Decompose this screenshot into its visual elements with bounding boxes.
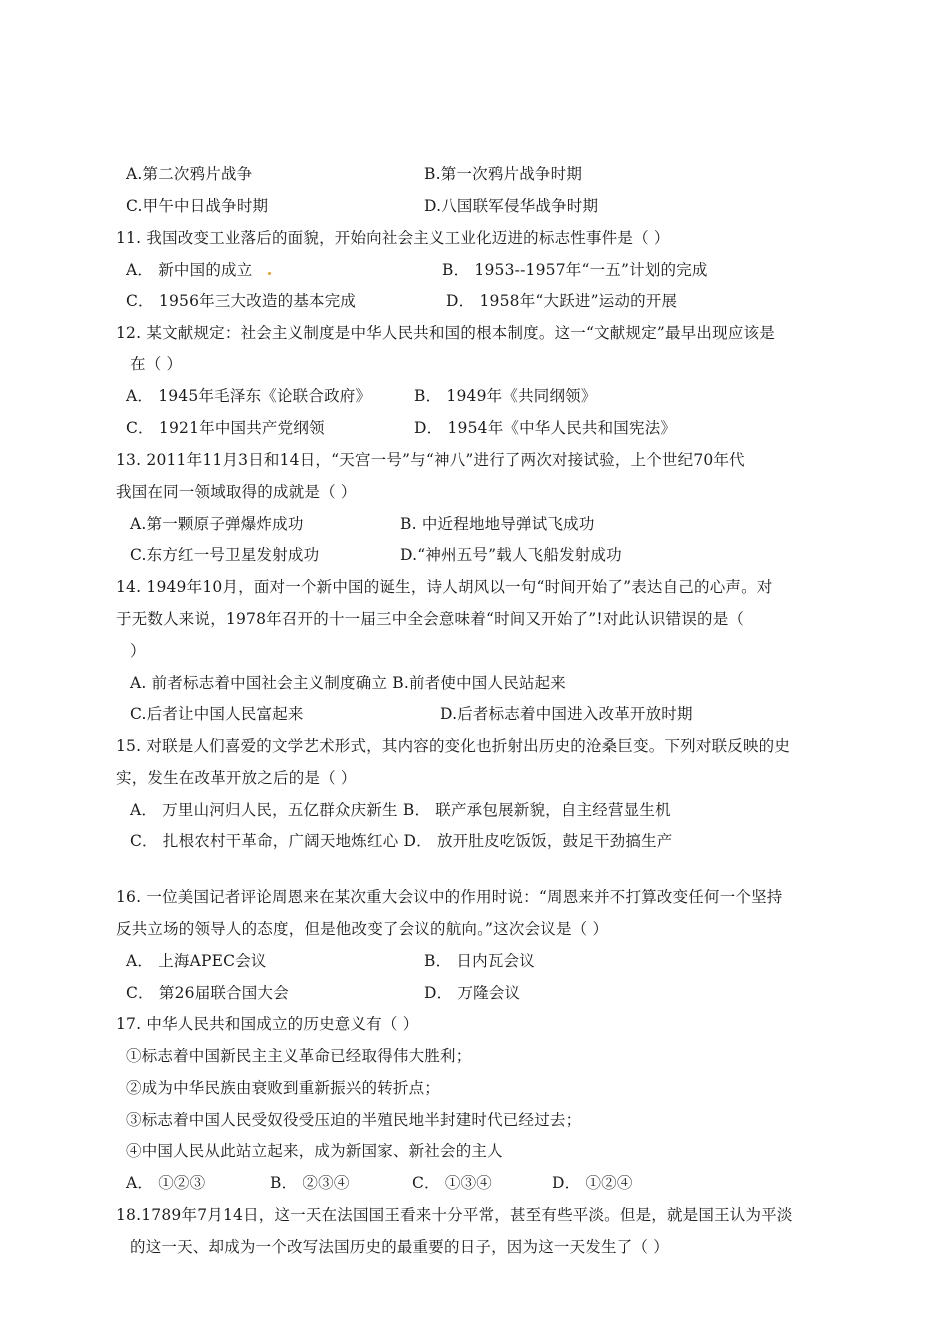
q11-option-b: B． 1953--1957年“一五”计划的完成 bbox=[442, 261, 708, 279]
q16-stem-line2: 反共立场的领导人的态度，但是他改变了会议的航向。”这次会议是（ ） bbox=[116, 920, 609, 938]
q17-statement-4: ④中国人民从此站立起来，成为新国家、新社会的主人 bbox=[126, 1142, 503, 1160]
q12-option-c: C． 1921年中国共产党纲领 bbox=[126, 419, 325, 437]
q12-option-a: A． 1945年毛泽东《论联合政府》 bbox=[126, 387, 372, 405]
q17-stem: 17. 中华人民共和国成立的历史意义有（ ） bbox=[116, 1015, 419, 1033]
q17-statement-1: ①标志着中国新民主主义革命已经取得伟大胜利； bbox=[126, 1047, 472, 1065]
q15-options-ab: A． 万里山河归人民，五亿群众庆新生 B． 联产承包展新貌，自主经营显生机 bbox=[130, 801, 671, 819]
q11-option-a: A． 新中国的成立 bbox=[126, 261, 253, 279]
q17-statement-3: ③标志着中国人民受奴役受压迫的半殖民地半封建时代已经过去； bbox=[126, 1111, 582, 1129]
q18-stem-line2: 的这一天、却成为一个改写法国历史的最重要的日子，因为这一天发生了（ ） bbox=[130, 1238, 669, 1256]
q16-option-b: B． 日内瓦会议 bbox=[424, 952, 535, 970]
q12-option-b: B． 1949年《共同纲领》 bbox=[414, 387, 597, 405]
q16-option-a: A． 上海APEC会议 bbox=[126, 952, 267, 970]
q13-option-a: A.第一颗原子弹爆炸成功 bbox=[130, 515, 304, 533]
q13-option-d: D.“神州五号”载人飞船发射成功 bbox=[400, 546, 622, 564]
prev-option-a: A.第二次鸦片战争 bbox=[126, 165, 253, 183]
stray-mark bbox=[268, 272, 271, 275]
q13-option-c: C.东方红一号卫星发射成功 bbox=[130, 546, 320, 564]
q18-stem-line1: 18.1789年7月14日，这一天在法国国王看来十分平常，甚至有些平淡。但是，就是国王认为平淡 bbox=[116, 1206, 793, 1224]
q13-stem-line1: 13. 2011年11月3日和14日，“天宫一号”与“神八”进行了两次对接试验，上个世纪70年代 bbox=[116, 451, 745, 469]
q17-option-c: C． ①③④ bbox=[412, 1174, 492, 1192]
q12-stem-line2: 在（ ） bbox=[130, 355, 183, 373]
q13-stem-line2: 我国在同一领域取得的成就是（ ） bbox=[116, 483, 357, 501]
q12-stem-line1: 12. 某文献规定：社会主义制度是中华人民共和国的根本制度。这一“文献规定”最早出现应该是 bbox=[116, 324, 775, 342]
q17-option-d: D． ①②④ bbox=[552, 1174, 633, 1192]
q14-options-ab: A. 前者标志着中国社会主义制度确立 B.前者使中国人民站起来 bbox=[130, 674, 566, 692]
q13-option-b: B. 中近程地地导弹试飞成功 bbox=[400, 515, 595, 533]
q12-option-d: D． 1954年《中华人民共和国宪法》 bbox=[414, 419, 677, 437]
q16-option-c: C． 第26届联合国大会 bbox=[126, 984, 289, 1002]
q15-options-cd: C． 扎根农村干革命，广阔天地炼红心 D． 放开肚皮吃饭饭，鼓足干劲搞生产 bbox=[130, 832, 673, 850]
prev-option-c: C.甲午中日战争时期 bbox=[126, 197, 269, 215]
q11-option-d: D． 1958年“大跃进”运动的开展 bbox=[446, 292, 678, 310]
q14-stem-line3: ） bbox=[130, 642, 146, 660]
q16-stem-line1: 16. 一位美国记者评论周恩来在某次重大会议中的作用时说：“周恩来并不打算改变任何一个坚持 bbox=[116, 888, 783, 906]
q15-stem-line2: 实，发生在改革开放之后的是（ ） bbox=[116, 769, 357, 787]
q15-stem-line1: 15. 对联是人们喜爱的文学艺术形式，其内容的变化也折射出历史的沧桑巨变。下列对联反映的史 bbox=[116, 737, 791, 755]
q17-statement-2: ②成为中华民族由衰败到重新振兴的转折点； bbox=[126, 1079, 441, 1097]
q11-option-c: C． 1956年三大改造的基本完成 bbox=[126, 292, 357, 310]
q17-option-a: A． ①②③ bbox=[126, 1174, 206, 1192]
prev-option-d: D.八国联军侵华战争时期 bbox=[424, 197, 599, 215]
q17-option-b: B． ②③④ bbox=[270, 1174, 350, 1192]
q14-stem-line2: 于无数人来说，1978年召开的十一届三中全会意味着“时间又开始了”!对此认识错误的是（ bbox=[116, 610, 745, 628]
q16-option-d: D． 万隆会议 bbox=[424, 984, 521, 1002]
q14-option-c: C.后者让中国人民富起来 bbox=[130, 705, 304, 723]
q14-stem-line1: 14. 1949年10月，面对一个新中国的诞生，诗人胡风以一句“时间开始了”表达自己的心声。对 bbox=[116, 578, 773, 596]
q11-stem: 11. 我国改变工业落后的面貌，开始向社会主义工业化迈进的标志性事件是（ ） bbox=[116, 229, 670, 247]
q14-option-d: D.后者标志着中国进入改革开放时期 bbox=[440, 705, 693, 723]
prev-option-b: B.第一次鸦片战争时期 bbox=[424, 165, 583, 183]
